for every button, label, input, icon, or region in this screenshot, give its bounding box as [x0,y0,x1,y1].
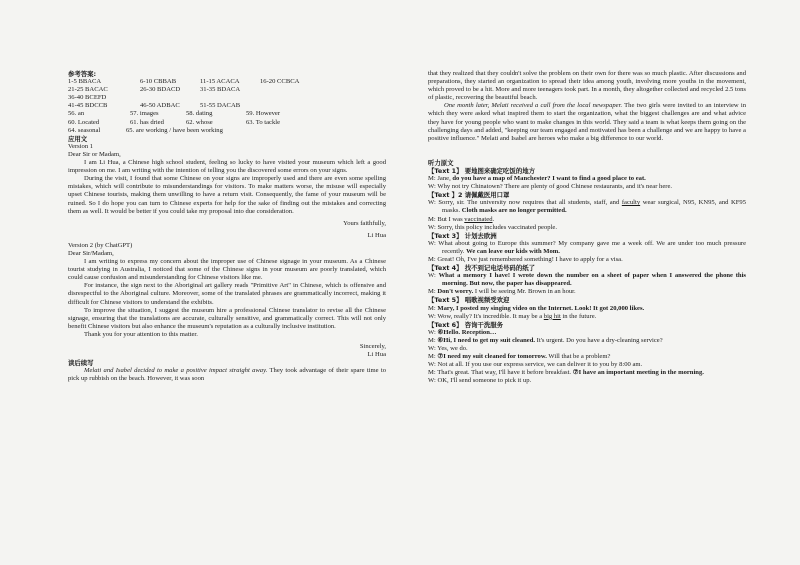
speaker-label: M: [428,215,436,223]
dialogue-text: OK, I'll send someone to pick it up. [437,377,532,385]
dialogue-key-text: What a memory I have! I wrote down the number on a sheet of paper when I answered the phone this morning. But now, the paper has disappeared. [438,272,746,288]
answer-group: 41-45 BDCCB [68,102,108,110]
dialogue-text: Great! Oh, I've just remembered something! I have to apply for a visa. [437,255,623,263]
dialogue-text: It's urgent. Do you have a dry-cleaning service? [535,336,663,344]
underlined-word: vaccinated [464,215,493,223]
speaker-label: W: [428,377,436,385]
continuation-text: The two girls were invited to an interview in which they were asked what inspired them to start the organization, what the biggest challenges are and what advice they have for young people who want to make changes in this world. They said a team is what keeps them going on the challenging days and added, "keeping our team engaged and motivated has been a challenge and we are happy to have a positive influence." Melati and Isabel are heroes who make a big difference to our world. [428,102,746,142]
letter-paragraph: For instance, the sign next to the Aboriginal art gallery reads "Primitive Art" in Chinese, which is offensive and disrespectful to the Aboriginal culture. Moreover, some of the translated phrases are grammatically incorrect, making it difficult for Chinese visitors to understand the exhibits. [68,282,386,306]
speaker-label: M: [428,369,436,377]
answer-group: 26-30 BDACD [140,86,181,94]
dialogue-text: But I was [437,215,465,223]
cloze-row [68,127,386,135]
speaker-label: M: [428,288,436,296]
dialogue-line [428,240,746,256]
answer-key-title: 参考答案: [68,70,97,78]
speaker-label: M: [428,255,436,263]
answer-group: 46-50 ADBAC [140,102,180,110]
speaker-label: M: [428,175,436,183]
dialogue-key-text: do you have a map of Manchester? I want to find a good place to eat. [452,175,646,183]
answer-group: 31-35 BDACA [200,86,241,94]
writing-section-title: 应用文 [68,134,88,143]
letter-paragraph: To improve the situation, I suggest the museum hire a professional Chinese translator to revise all the Chinese signage, ensuring that the translations are accurate, culturally sensitive, and grammatically correct. This will not only benefit Chinese visitors but also enhance the museum's reputation as a culturally inclusive institution. [68,306,386,330]
answer-row-1 [68,78,386,86]
answer-row-4 [68,102,386,110]
cloze-answer: 57. images [130,110,159,118]
text-6-heading: 【Text 6】 咨询干洗服务 [428,320,504,329]
dialogue-key-text: ⑦I have an important meeting in the morning. [572,369,704,377]
letter-paragraph: During the visit, I found that some Chinese on your signs are improperly used and there are even some spelling mistakes, which will contribute to misunderstandings for visitors. To make matters worse, the misuse will especially upset Chinese tourists, making them unwilling to have a return visit. Consequently, the fame of your museum will be ruined. So I do hope you can turn to Chinese experts for help for the sake of finding out the mistakes and correcting them as well. It would be better if you could take my proposal into due consideration. [68,175,386,215]
dialogue-key-text: We can leave our kids with Mom. [466,247,560,255]
dialogue-line [428,369,746,377]
dialogue-line [428,329,746,337]
dialogue-line [428,305,746,313]
continuation-text: They took advantage of their spare time to pick up rubbish on the beach. However, it was soon [68,367,387,383]
left-column [68,70,386,383]
dialogue-line [428,377,746,385]
underlined-word: faculty [621,199,641,207]
dialogue-text: wear surgical, N95, KN95, and KF95 masks. [442,199,746,215]
dialogue-key-text: Don't worry. [437,288,474,296]
cloze-answer: 59. However [246,110,281,118]
letter-signature: Li Hua [367,351,386,359]
letter-greeting: Dear Sir or Madam, [68,150,121,158]
dialogue-text: What about going to Europe this summer? My company gave me a week off. We are under too much pressure recently. [438,239,746,255]
dialogue-line [428,345,746,353]
answer-group: 21-25 BACAC [68,86,108,94]
dialogue-key-text: ⑥Hello. Reception… [437,328,497,336]
continuation-opening-sentence: Melati and Isabel decided to make a positive impact straight away. [84,367,268,375]
speaker-label: W: [428,223,436,231]
dialogue-text: Sorry, this policy includes vaccinated people. [437,223,557,231]
speaker-label: M: [428,353,436,361]
cloze-row [68,119,386,127]
letter-closing: Sincerely, [359,343,386,350]
cloze-answer: 64. seasonal [68,126,101,134]
speaker-label: W: [428,361,436,369]
listening-section-title: 听力原文 [428,158,454,167]
dialogue-line [428,199,746,215]
letter-paragraph: I am Li Hua, a Chinese high school student, feeling so lucky to have visited your museum which left a good impression on me. I am writing with the intention of telling you the discovered some errors on your signs. [68,159,386,175]
answer-group: 16-20 CCBCA [260,78,300,86]
letter-paragraph: I am writing to express my concern about the improper use of Chinese signage in your museum. As a Chinese tourist studying in Australia, I noticed that some of the Chinese signs in your museum are poorly translated, which could cause confusion and misunderstanding for Chinese visitors like me. [68,258,386,282]
speaker-label: W: [428,199,436,207]
cloze-answer: 65. are working / have been working [126,126,223,134]
continuation-paragraph: that they realized that they couldn't solve the problem on their own for there was so much plastic. After discussions and preparations, they started an organization to spread their idea among youth, involving more youths in the movement, which proved to be a hit. More and more teenagers took part. In a month, they altogether collected and recycled 2.5 tons of plastic, recovering the beautiful beach. [428,70,746,102]
speaker-label: M: [428,336,436,344]
dialogue-key-text: Mary, I posted my singing video on the Internet. Look! It got 20,000 likes. [437,304,645,312]
version-1-title: Version 1 [68,142,94,150]
cloze-answer: 60. Located [68,118,100,126]
dialogue-key-text: Cloth masks are no longer permitted. [461,207,567,215]
dialogue-text: . [492,215,495,223]
dialogue-line [428,353,746,361]
cloze-answer: 62. whose [186,118,213,126]
cloze-answer: 56. an [68,110,85,118]
speaker-label: W: [428,345,436,352]
letter-greeting: Dear Sir/Madam, [68,249,114,257]
continuation-opening-sentence: One month later, Melati received a call from the local newspaper. [444,102,623,110]
text-1-heading: 【Text 1】 要地图来确定吃饭的地方 [428,166,535,175]
speaker-label: W: [428,183,436,191]
version-2-title: Version 2 (by ChatGPT) [68,241,133,249]
cloze-answer: 61. has dried [130,118,164,126]
cloze-row [68,110,386,118]
dialogue-text: in the future. [560,312,597,320]
cloze-answer: 63. To tackle [246,118,281,126]
answer-group: 11-15 ACACA [200,78,240,86]
dialogue-line [428,313,746,321]
speaker-label: W: [428,272,436,280]
answer-group: 36-40 BCEFD [68,94,107,102]
underlined-word: big hit [543,312,561,320]
dialogue-key-text: ⑦I need my suit cleaned for tomorrow. [437,353,547,361]
dialogue-text: Jane, [437,175,453,183]
answer-row-2 [68,86,386,94]
answer-group: 51-55 DACAB [200,102,241,110]
letter-signature: Li Hua [367,231,386,239]
text-4-heading: 【Text 4】 找不到记电话号码的纸了 [428,264,535,273]
dialogue-line [428,337,746,345]
speaker-label: W: [428,239,436,247]
answer-row-3 [68,94,386,102]
dialogue-line [428,256,746,264]
right-column [428,70,746,385]
letter-paragraph: Thank you for your attention to this matter. [84,330,198,338]
answer-group: 1-5 BBACA [68,78,102,86]
speaker-label: W: [428,328,436,336]
cloze-answer: 58. dating [186,110,213,118]
dialogue-line [428,183,746,191]
text-5-heading: 【Text 5】 唱歌视频受欢迎 [428,296,510,305]
dialogue-line [428,175,746,183]
dialogue-line [428,216,746,224]
dialogue-text: Why not try Chinatown? There are plenty of good Chinese restaurants, and it's near here. [437,183,673,191]
dialogue-text: Wow, really? It's incredible. It may be a [437,312,544,320]
continuation-paragraph [428,102,746,142]
letter-closing: Yours faithfully, [343,219,386,227]
dialogue-text: That's great. That way, I'll have it before breakfast. [437,369,573,377]
dialogue-text: Sorry, sir. The university now requires that all students, staff, and [438,199,622,207]
dialogue-line [428,272,746,288]
dialogue-text: Yes, we do. [437,345,468,352]
dialogue-line [428,224,746,232]
dialogue-text: I will be seeing Mr. Brown in an hour. [473,288,576,296]
text-3-heading: 【Text 3】 计划去欧洲 [428,231,497,240]
answer-group: 6-10 CBBAB [140,78,177,86]
dialogue-text: Not at all. If you use our express service, we can deliver it to you by 8:00 am. [437,361,643,369]
text-2-heading: 【Text 】2 请佩戴医用口罩 [428,191,510,200]
speaker-label: W: [428,312,436,320]
speaker-label: M: [428,304,436,312]
continuation-paragraph [68,367,386,383]
continuation-section-title: 读后续写 [68,359,94,368]
dialogue-text: Will that be a problem? [546,353,611,361]
dialogue-key-text: ⑥Hi, I need to get my suit cleaned. [437,336,536,344]
